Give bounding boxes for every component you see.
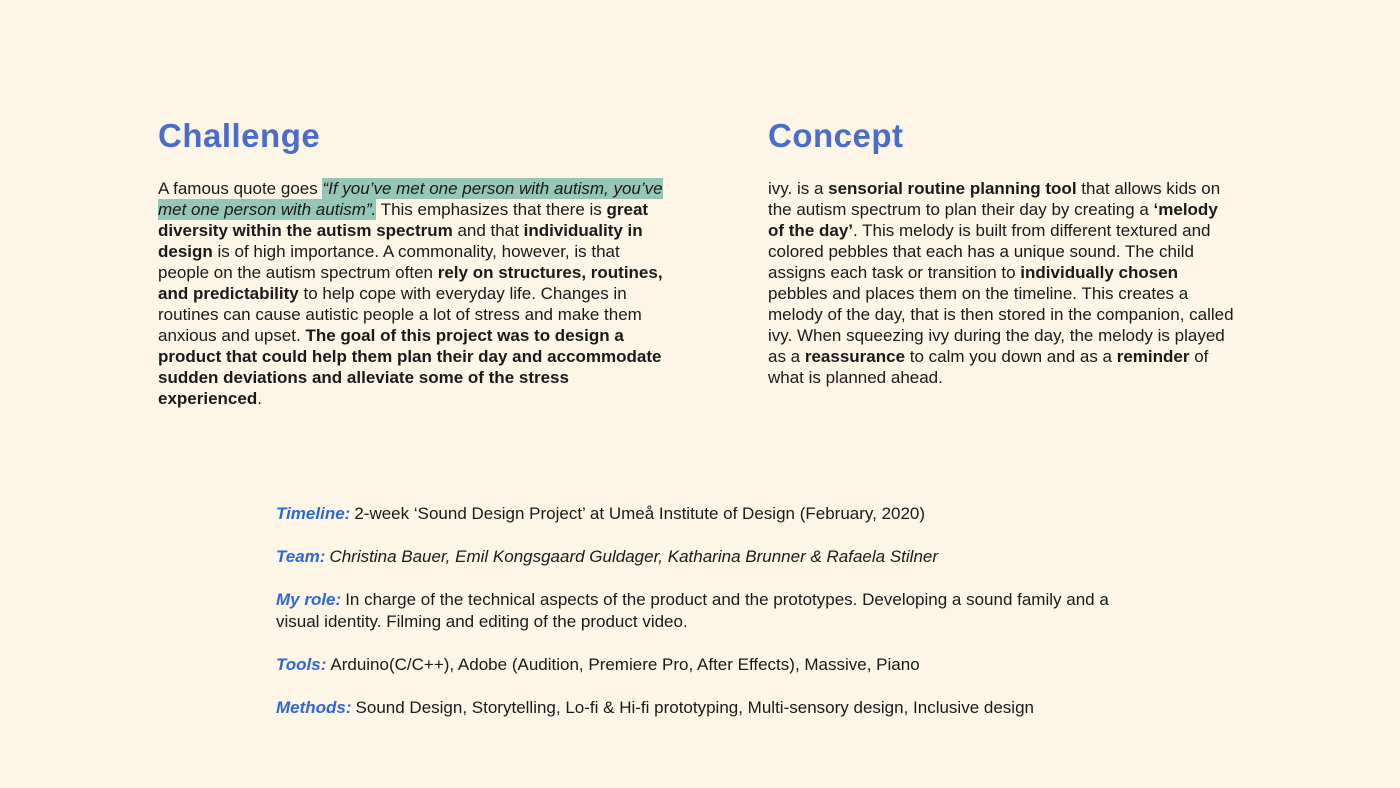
concept-heading: Concept — [768, 117, 904, 154]
text-segment: to calm you down and as a — [905, 347, 1117, 366]
meta-row-methods — [276, 697, 1112, 719]
text-segment: . This melody is built from different textured and colored pebbles that each has a unique sound. The child assigns each task or transition to — [768, 221, 1211, 282]
text-segment: rely on structures, routines, and predictability — [158, 263, 663, 303]
text-segment: The goal of this project was to design a product that could help them plan their day and accommodate sudden deviations and alleviate some of the stress experienced — [158, 326, 662, 408]
meta-row-team — [276, 546, 1112, 568]
challenge-paragraph — [158, 178, 666, 409]
meta-row-timeline — [276, 503, 1112, 525]
text-segment: of what is planned ahead. — [768, 347, 1209, 387]
text-segment: This emphasizes that there is — [376, 200, 607, 219]
meta-value-tools: Arduino(C/C++), Adobe (Audition, Premiere Pro, After Effects), Massive, Piano — [330, 655, 920, 674]
meta-value-my-role: In charge of the technical aspects of the product and the prototypes. Developing a sound family and a visual identity. Filming and editing of the product video. — [276, 590, 1109, 631]
text-segment: . — [257, 389, 262, 408]
project-meta-block — [276, 503, 1112, 719]
meta-label-timeline: Timeline: — [276, 504, 351, 523]
meta-label-my-role: My role: — [276, 590, 342, 609]
meta-value-timeline: 2-week ‘Sound Design Project’ at Umeå Institute of Design (February, 2020) — [354, 504, 926, 523]
text-segment: ‘melody of the day’ — [768, 200, 1218, 240]
text-segment: reminder — [1116, 347, 1190, 366]
highlighted-quote: “If you’ve met one person with autism, you’ve met one person with autism”. — [158, 179, 663, 219]
text-segment: individuality in design — [158, 221, 643, 261]
meta-value-team: Christina Bauer, Emil Kongsgaard Guldager, Katharina Brunner & Rafaela Stilner — [329, 547, 939, 566]
challenge-heading: Challenge — [158, 117, 321, 154]
meta-row-my-role — [276, 589, 1112, 633]
text-segment: individually chosen — [1020, 263, 1179, 282]
text-segment: A famous quote goes — [158, 179, 323, 198]
challenge-section — [158, 116, 666, 409]
text-segment: great diversity within the autism spectrum — [158, 200, 649, 240]
text-segment: sensorial routine planning tool — [828, 179, 1077, 198]
meta-label-methods: Methods: — [276, 698, 352, 717]
text-segment: ivy. is a — [768, 179, 829, 198]
concept-paragraph — [768, 178, 1238, 388]
text-segment: pebbles and places them on the timeline. This creates a melody of the day, that is then stored in the companion, called ivy. When squeezing ivy during the day, the melody is played as a — [768, 284, 1234, 366]
meta-label-team: Team: — [276, 547, 326, 566]
text-segment: reassurance — [804, 347, 906, 366]
meta-label-tools: Tools: — [276, 655, 327, 674]
meta-row-tools — [276, 654, 1112, 676]
text-segment: to help cope with everyday life. Changes in routines can cause autistic people a lot of stress and make them anxious and upset. — [158, 284, 642, 345]
meta-value-methods: Sound Design, Storytelling, Lo-fi & Hi-fi prototyping, Multi-sensory design, Inclusive design — [355, 698, 1034, 717]
text-segment: is of high importance. A commonality, however, is that people on the autism spectrum often — [158, 242, 620, 282]
concept-section — [768, 116, 1238, 388]
text-segment: that allows kids on the autism spectrum to plan their day by creating a — [768, 179, 1221, 219]
text-segment: and that — [452, 221, 524, 240]
